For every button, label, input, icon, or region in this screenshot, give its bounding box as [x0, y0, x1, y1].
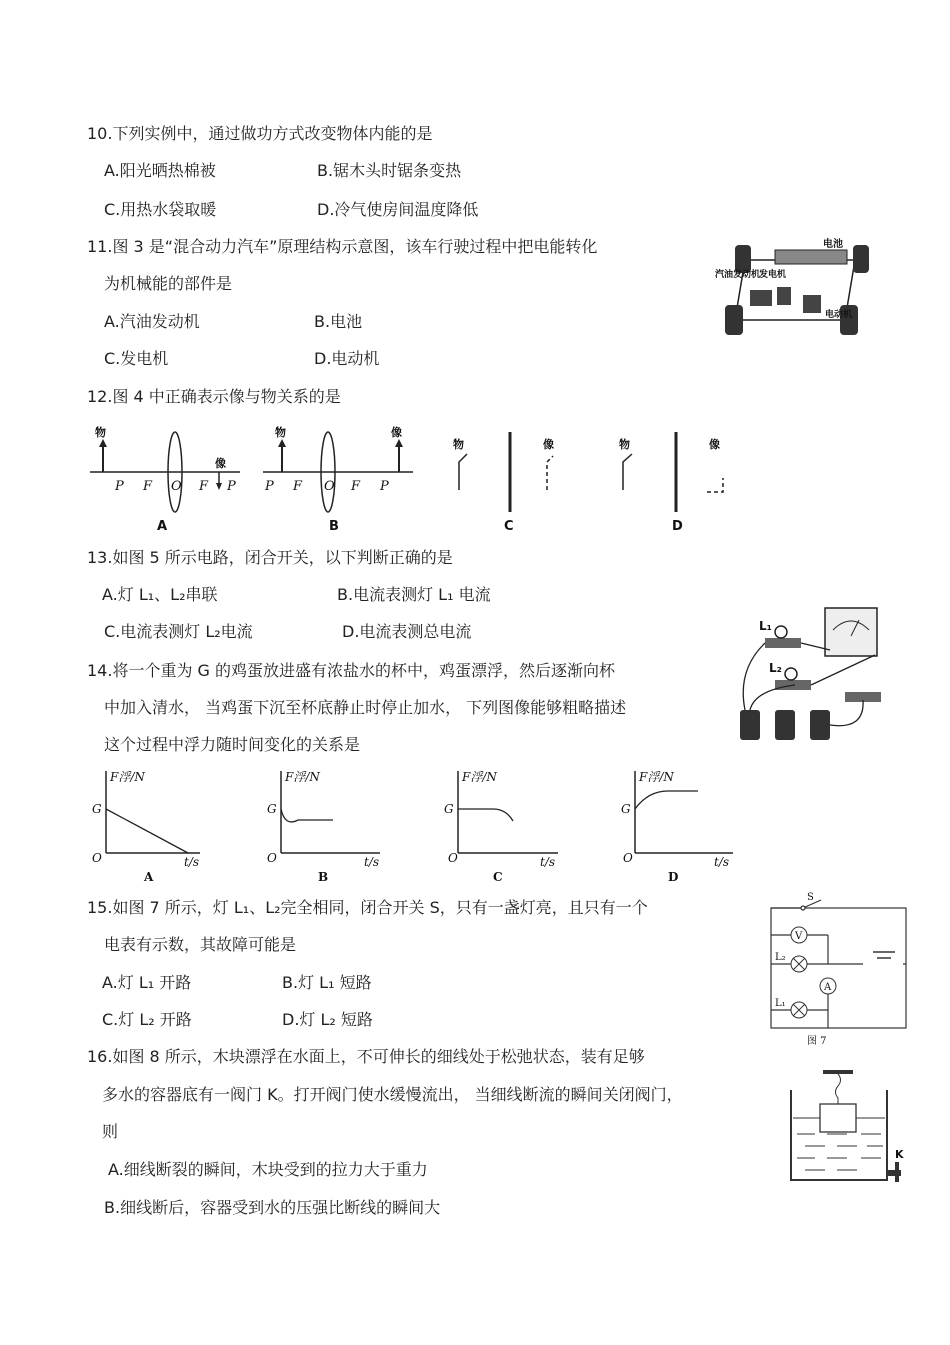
- option-d-diagram: [619, 432, 723, 534]
- svg-text:L₁: L₁: [759, 619, 772, 633]
- battery-label: 电池: [823, 239, 843, 250]
- svg-text:F: F: [199, 479, 209, 494]
- svg-text:F: F: [143, 479, 153, 494]
- svg-text:G: G: [621, 802, 631, 816]
- svg-text:F: F: [351, 479, 361, 494]
- svg-text:K: K: [895, 1148, 904, 1161]
- circuit-figure-7: [763, 890, 913, 1050]
- svg-text:B: B: [318, 870, 329, 884]
- q15-option-b: B.灯 L₁ 短路: [282, 973, 372, 992]
- svg-text:A: A: [144, 870, 154, 884]
- q11-option-b: B.电池: [314, 312, 363, 331]
- svg-text:t/s: t/s: [714, 855, 730, 869]
- q11-option-c: C.发电机: [104, 349, 169, 368]
- buoyancy-graphs: [88, 765, 748, 885]
- q15-stem-line1: 15.如图 7 所示，灯 L₁、L₂完全相同，闭合开关 S，只有一盏灯亮，且只有一个: [87, 898, 648, 917]
- q13-stem: 13.如图 5 所示电路，闭合开关，以下判断正确的是: [87, 548, 453, 567]
- svg-text:G: G: [92, 802, 102, 816]
- svg-text:图 7: 图 7: [807, 1036, 827, 1047]
- svg-text:物: 物: [275, 426, 286, 439]
- svg-text:O: O: [623, 851, 633, 865]
- svg-text:物: 物: [453, 438, 464, 451]
- circuit-figure-5: [735, 600, 885, 745]
- generator-label: 发电机: [759, 270, 787, 280]
- q15-stem-line2: 电表有示数，其故障可能是: [104, 935, 297, 954]
- container-figure-8: [785, 1062, 913, 1192]
- svg-text:像: 像: [215, 457, 226, 470]
- svg-text:t/s: t/s: [540, 855, 556, 869]
- q14-stem-line3: 这个过程中浮力随时间变化的关系是: [104, 735, 361, 754]
- svg-text:L₂: L₂: [769, 661, 782, 675]
- svg-text:P: P: [227, 479, 236, 494]
- q11-stem-line2: 为机械能的部件是: [104, 274, 233, 293]
- q11-stem-line1: 11.图 3 是“混合动力汽车”原理结构示意图，该车行驶过程中把电能转化: [87, 237, 598, 256]
- q16-stem-line2: 多水的容器底有一阀门 K。打开阀门使水缓慢流出， 当细线断流的瞬间关闭阀门，: [102, 1085, 683, 1104]
- svg-text:P: P: [380, 479, 389, 494]
- svg-text:t/s: t/s: [364, 855, 380, 869]
- q13-option-c: C.电流表测灯 L₂电流: [104, 622, 253, 641]
- svg-text:P: P: [265, 479, 274, 494]
- q16-option-a: A.细线断裂的瞬间，木块受到的拉力大于重力: [108, 1160, 428, 1179]
- q10-option-a: A.阳光晒热棉被: [104, 161, 216, 180]
- svg-text:O: O: [324, 479, 335, 494]
- option-c-label: C: [504, 519, 514, 534]
- svg-text:O: O: [267, 851, 277, 865]
- q13-option-a: A.灯 L₁、L₂串联: [102, 585, 218, 604]
- svg-text:C: C: [493, 870, 503, 884]
- svg-text:像: 像: [709, 438, 720, 451]
- svg-text:G: G: [267, 802, 277, 816]
- svg-text:F浮/N: F浮/N: [110, 770, 145, 784]
- svg-text:V: V: [795, 931, 803, 942]
- q10-option-b: B.锯木头时锯条变热: [317, 161, 462, 180]
- q16-option-b: B.细线断后，容器受到水的压强比断线的瞬间大: [104, 1198, 441, 1217]
- svg-text:O: O: [171, 479, 182, 494]
- q15-option-a: A.灯 L₁ 开路: [102, 973, 192, 992]
- q15-option-d: D.灯 L₂ 短路: [282, 1010, 373, 1029]
- q10-option-d: D.冷气使房间温度降低: [317, 200, 479, 219]
- q15-option-c: C.灯 L₂ 开路: [102, 1010, 192, 1029]
- svg-text:像: 像: [391, 426, 402, 439]
- q11-option-a: A.汽油发动机: [104, 312, 200, 331]
- svg-text:F浮/N: F浮/N: [639, 770, 674, 784]
- svg-text:F: F: [293, 479, 303, 494]
- svg-text:F浮/N: F浮/N: [285, 770, 320, 784]
- svg-text:F浮/N: F浮/N: [462, 770, 497, 784]
- engine-label: 汽油发动机: [715, 270, 761, 280]
- q13-option-d: D.电流表测总电流: [342, 622, 472, 641]
- svg-text:t/s: t/s: [184, 855, 200, 869]
- svg-text:L₂: L₂: [775, 952, 786, 963]
- svg-text:G: G: [444, 802, 454, 816]
- q14-stem-line1: 14.将一个重为 G 的鸡蛋放进盛有浓盐水的杯中，鸡蛋漂浮，然后逐渐向杯: [87, 661, 616, 680]
- q10-option-c: C.用热水袋取暖: [104, 200, 217, 219]
- svg-text:P: P: [115, 479, 124, 494]
- option-a-label: A: [157, 519, 168, 534]
- q11-option-d: D.电动机: [314, 349, 380, 368]
- svg-text:D: D: [668, 870, 679, 884]
- svg-text:S: S: [807, 892, 814, 903]
- svg-text:像: 像: [543, 438, 554, 451]
- option-a-diagram: [90, 425, 240, 534]
- hybrid-car-figure: [715, 235, 875, 360]
- q16-stem-line1: 16.如图 8 所示，木块漂浮在水面上，不可伸长的细线处于松弛状态，装有足够: [87, 1047, 645, 1066]
- lens-mirror-figure: [85, 420, 745, 535]
- svg-text:L₁: L₁: [775, 998, 786, 1009]
- option-b-label: B: [329, 519, 339, 534]
- q10-stem: 10.下列实例中，通过做功方式改变物体内能的是: [87, 124, 433, 143]
- svg-text:O: O: [448, 851, 458, 865]
- svg-text:物: 物: [95, 426, 106, 439]
- motor-label: 电动机: [825, 310, 853, 320]
- option-c-diagram: [453, 432, 554, 534]
- q13-option-b: B.电流表测灯 L₁ 电流: [337, 585, 491, 604]
- option-d-label: D: [672, 519, 683, 534]
- q14-stem-line2: 中加入清水， 当鸡蛋下沉至杯底静止时停止加水， 下列图像能够粗略描述: [104, 698, 627, 717]
- svg-text:A: A: [824, 982, 832, 993]
- option-b-diagram: [263, 425, 413, 534]
- svg-text:O: O: [92, 851, 102, 865]
- q16-stem-line3: 则: [102, 1122, 119, 1141]
- svg-text:物: 物: [619, 438, 630, 451]
- q12-stem: 12.图 4 中正确表示像与物关系的是: [87, 387, 341, 406]
